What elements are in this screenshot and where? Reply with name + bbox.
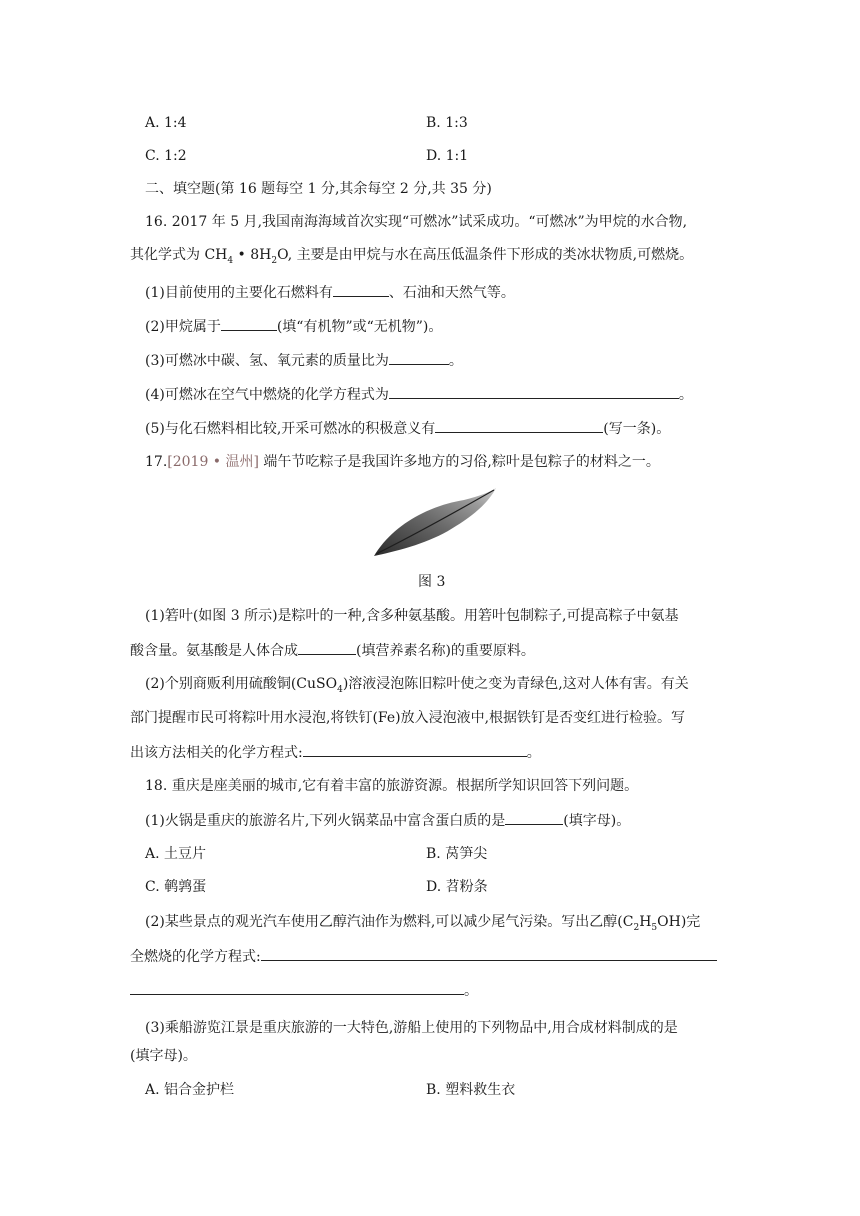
answer-blank[interactable] [303, 742, 527, 757]
q17-part1-line2: 酸含量。氨基酸是人体合成 (填营养素名称)的重要原料。 [130, 640, 535, 661]
q17-part2-line3: 出该方法相关的化学方程式: 。 [130, 742, 541, 763]
leaf-figure [372, 486, 498, 558]
q16-part1: (1)目前使用的主要化石燃料有 、石油和天然气等。 [145, 282, 515, 303]
q17-part2-line1: (2)个别商贩利用硫酸铜(CuSO$_4$)溶液浸泡陈旧粽叶使之变为青绿色,这对人体有害。有关 [145, 676, 689, 695]
question-source: [2019 • 温州] [167, 454, 259, 470]
figure-caption: 图 3 [418, 574, 446, 590]
answer-blank[interactable] [389, 384, 679, 399]
q18-part3-line1: (3)乘船游览江景是重庆旅游的一大特色,游船上使用的下列物品中,用合成材料制成的是 [145, 1020, 678, 1036]
q16-stem-line2: 其化学式为 $CH_4$ • $8H_2O$, 主要是由甲烷与水在高压低温条件下形成的类冰状物质,可燃烧。 [130, 247, 694, 266]
answer-blank[interactable] [221, 316, 277, 331]
q18-part3-option-a: A. 铝合金护栏 [145, 1082, 235, 1098]
answer-blank[interactable] [333, 282, 389, 297]
q18-option-b: B. 莴笋尖 [426, 846, 488, 862]
q15-option-b: B. 1:3 [426, 115, 468, 131]
answer-blank[interactable] [261, 946, 717, 961]
q18-part1: (1)火锅是重庆的旅游名片,下列火锅菜品中富含蛋白质的是 (填字母)。 [145, 810, 630, 831]
q17-stem: 17.[2019 • 温州] 端午节吃粽子是我国许多地方的习俗,粽叶是包粽子的材料之一。 [145, 454, 660, 470]
q15-option-a: A. 1:4 [145, 115, 187, 131]
section-heading: 二、填空题(第 16 题每空 1 分,其余每空 2 分,共 35 分) [145, 181, 492, 197]
q16-part3: (3)可燃冰中碳、氢、氧元素的质量比为 。 [145, 350, 463, 371]
q18-option-c: C. 鹌鹑蛋 [145, 879, 207, 895]
q18-option-d: D. 苕粉条 [426, 879, 488, 895]
q16-stem-line1: 16. 2017 年 5 月,我国南海海域首次实现“可燃冰”试采成功。“可燃冰”为甲烷的水合物, [145, 214, 688, 230]
q17-part1-line1: (1)箬叶(如图 3 所示)是粽叶的一种,含多种氨基酸。用箬叶包制粽子,可提高粽子中氨基 [145, 608, 679, 624]
q17-part2-line2: 部门提醒市民可将粽叶用水浸泡,将铁钉(Fe)放入浸泡液中,根据铁钉是否变红进行检验。写 [130, 710, 686, 726]
q16-part5: (5)与化石燃料相比较,开采可燃冰的积极意义有 (写一条)。 [145, 418, 670, 439]
q15-option-d: D. 1:1 [426, 148, 469, 164]
answer-blank[interactable] [298, 640, 356, 655]
q18-part3-line2: (填字母)。 [130, 1048, 197, 1064]
answer-blank[interactable] [505, 810, 563, 825]
q18-part3-option-b: B. 塑料救生衣 [426, 1082, 516, 1098]
q18-part2-line2: 全燃烧的化学方程式: [130, 946, 717, 967]
q18-stem: 18. 重庆是座美丽的城市,它有着丰富的旅游资源。根据所学知识回答下列问题。 [145, 778, 639, 794]
q16-part4: (4)可燃冰在空气中燃烧的化学方程式为 。 [145, 384, 693, 405]
q18-part2-line1: (2)某些景点的观光汽车使用乙醇汽油作为燃料,可以减少尾气污染。写出乙醇$(C_2H_5OH)$完 [145, 914, 701, 933]
q18-part2-line3: 。 [130, 980, 478, 1001]
answer-blank[interactable] [130, 980, 464, 995]
q15-option-c: C. 1:2 [145, 148, 187, 164]
answer-blank[interactable] [435, 418, 603, 433]
q16-part2: (2)甲烷属于 (填“有机物”或“无机物”)。 [145, 316, 442, 337]
answer-blank[interactable] [389, 350, 449, 365]
q18-option-a: A. 土豆片 [145, 846, 207, 862]
